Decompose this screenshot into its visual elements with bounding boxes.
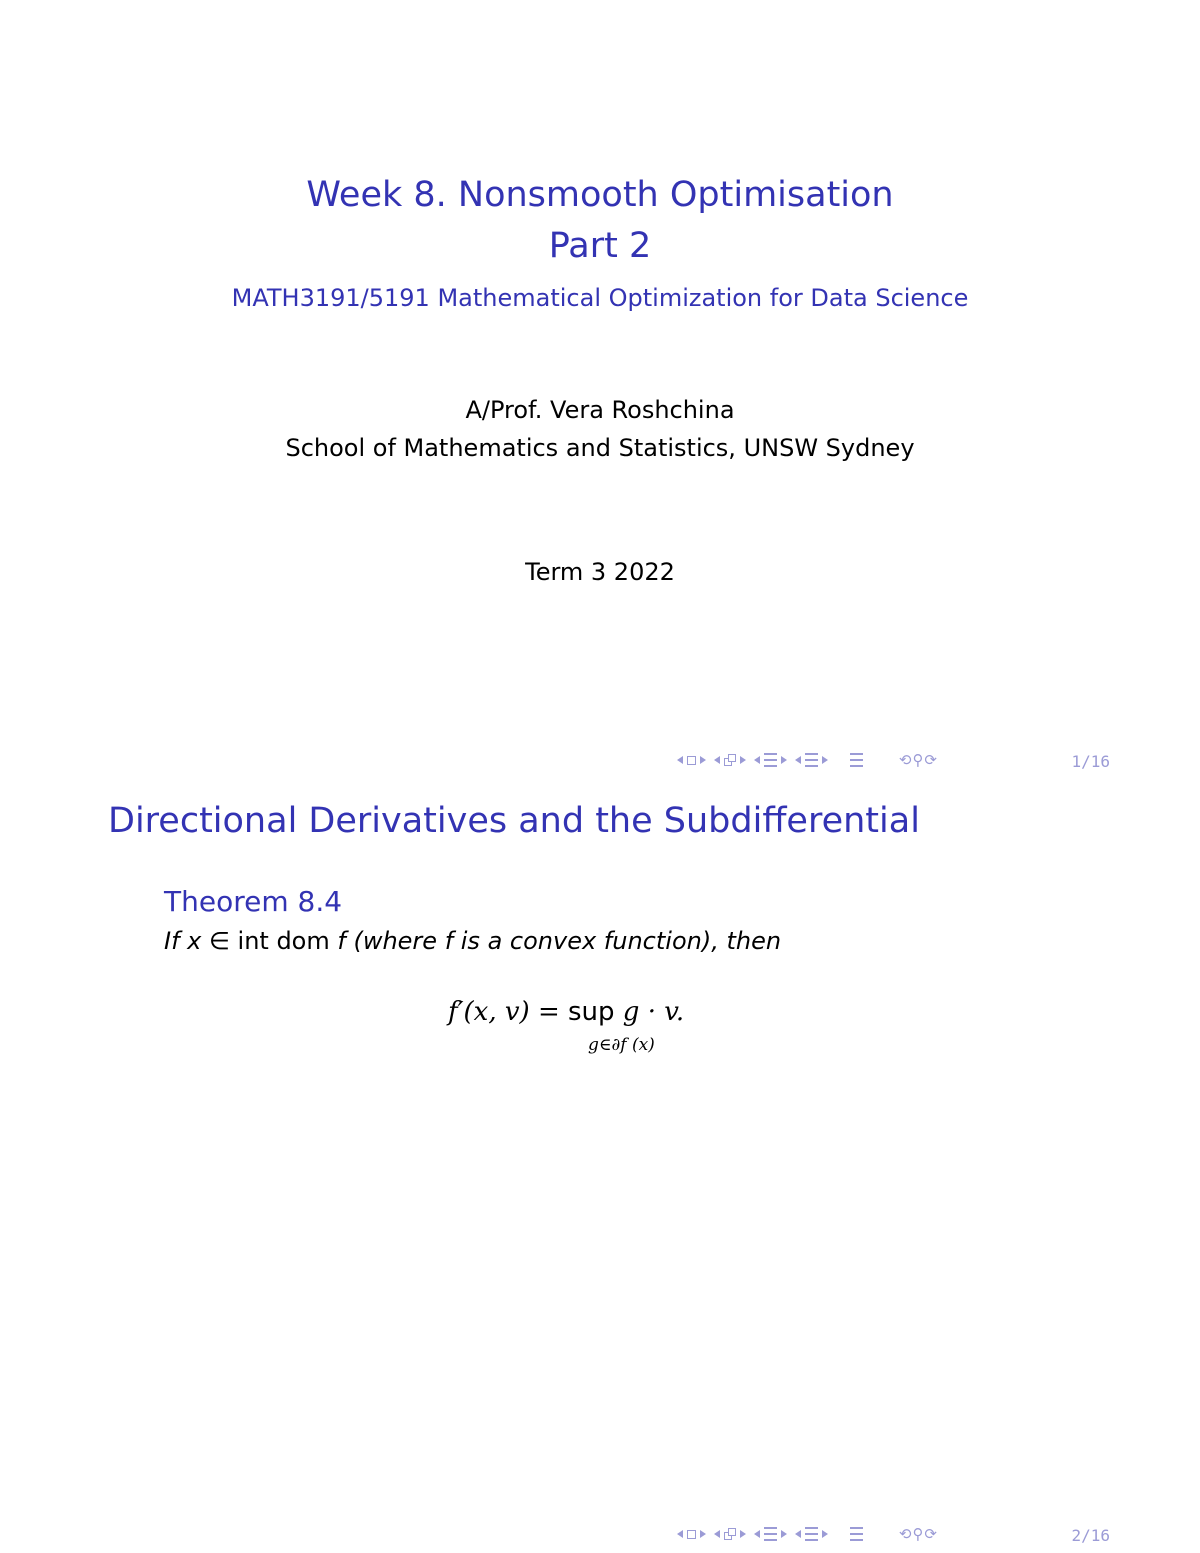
arrow-right-icon[interactable] bbox=[700, 1530, 706, 1538]
arrow-left-icon[interactable] bbox=[677, 1530, 683, 1538]
section-icon bbox=[764, 753, 777, 767]
nav-frame[interactable] bbox=[677, 1530, 706, 1539]
nav-part[interactable] bbox=[795, 753, 828, 767]
section-list-icon bbox=[805, 1527, 818, 1541]
search-icon[interactable]: ⟲⚲⟳ bbox=[898, 751, 938, 769]
arrow-right-icon[interactable] bbox=[740, 756, 746, 764]
theorem-statement bbox=[164, 927, 781, 955]
arrow-left-icon[interactable] bbox=[795, 756, 801, 764]
beamer-navigation-bar bbox=[677, 750, 938, 770]
course-subtitle: MATH3191/5191 Mathematical Optimization for Data Science bbox=[231, 284, 969, 312]
nav-subsection[interactable] bbox=[714, 754, 746, 766]
theorem-text-2: int dom bbox=[237, 927, 330, 955]
beamer-navigation-bar bbox=[677, 1524, 938, 1544]
nav-part[interactable] bbox=[795, 1527, 828, 1541]
page-number: 1/16 bbox=[1071, 752, 1110, 771]
nav-section[interactable] bbox=[754, 1527, 787, 1541]
author-name: A/Prof. Vera Roshchina bbox=[465, 396, 735, 424]
page-number: 2/16 bbox=[1071, 1526, 1110, 1545]
nav-section[interactable] bbox=[754, 753, 787, 767]
nav-frame[interactable] bbox=[677, 756, 706, 765]
arrow-right-icon[interactable] bbox=[781, 756, 787, 764]
formula-lhs: f′(x, v) = bbox=[448, 997, 569, 1027]
formula-rhs: g · v. bbox=[614, 997, 685, 1027]
title-slide bbox=[0, 0, 1200, 776]
nav-subsection[interactable] bbox=[714, 1528, 746, 1540]
subsection-icon bbox=[724, 754, 736, 766]
theorem-heading: Theorem 8.4 bbox=[164, 885, 343, 918]
arrow-left-icon[interactable] bbox=[714, 1530, 720, 1538]
arrow-left-icon[interactable] bbox=[677, 756, 683, 764]
nav-document[interactable] bbox=[850, 753, 863, 767]
presentation-date: Term 3 2022 bbox=[525, 558, 675, 586]
slide-title-line1: Week 8. Nonsmooth Optimisation bbox=[306, 175, 894, 215]
frame-title: Directional Derivatives and the Subdifferential bbox=[108, 801, 920, 841]
arrow-right-icon[interactable] bbox=[781, 1530, 787, 1538]
content-slide bbox=[0, 777, 1200, 1553]
arrow-right-icon[interactable] bbox=[822, 1530, 828, 1538]
section-list-icon bbox=[805, 753, 818, 767]
theorem-text-1: If x ∈ bbox=[164, 927, 238, 955]
subsection-icon bbox=[724, 1528, 736, 1540]
document-icon bbox=[850, 1527, 863, 1541]
nav-document[interactable] bbox=[850, 1527, 863, 1541]
arrow-right-icon[interactable] bbox=[822, 756, 828, 764]
arrow-right-icon[interactable] bbox=[700, 756, 706, 764]
formula-subscript: g∈∂f (x) bbox=[588, 1035, 655, 1055]
arrow-left-icon[interactable] bbox=[754, 756, 760, 764]
section-icon bbox=[764, 1527, 777, 1541]
search-icon[interactable]: ⟲⚲⟳ bbox=[898, 1525, 938, 1543]
arrow-left-icon[interactable] bbox=[754, 1530, 760, 1538]
arrow-left-icon[interactable] bbox=[795, 1530, 801, 1538]
frame-box-icon bbox=[687, 756, 696, 765]
arrow-left-icon[interactable] bbox=[714, 756, 720, 764]
theorem-text-3: f (where f is a convex function), then bbox=[329, 927, 782, 955]
document-icon bbox=[850, 753, 863, 767]
frame-box-icon bbox=[687, 1530, 696, 1539]
formula-operator: sup bbox=[568, 997, 615, 1027]
author-affiliation: School of Mathematics and Statistics, UNSW Sydney bbox=[285, 434, 915, 462]
arrow-right-icon[interactable] bbox=[740, 1530, 746, 1538]
slide-title-line2: Part 2 bbox=[548, 226, 652, 266]
theorem-formula bbox=[448, 997, 684, 1027]
